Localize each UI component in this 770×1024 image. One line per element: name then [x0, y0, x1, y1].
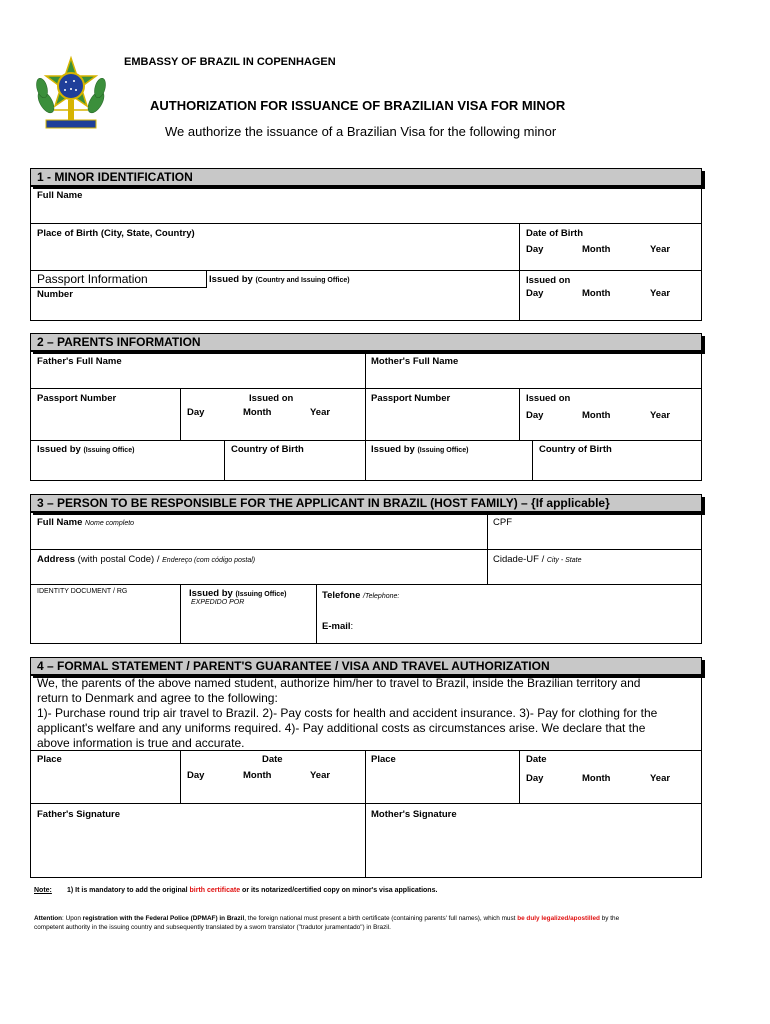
cidade-label: Cidade-UF /: [493, 554, 545, 565]
attention-a: : Upon: [62, 915, 83, 922]
father-full-name-field[interactable]: Father's Full Name: [37, 356, 122, 367]
embassy-name: EMBASSY OF BRAZIL IN COPENHAGEN: [124, 56, 336, 68]
attention-label: Attention: [34, 915, 63, 922]
attention-c: , the foreign national must present a birth certificate (containing parents' full names), which must: [244, 915, 518, 922]
section-2-header: 2 – PARENTS INFORMATION: [30, 333, 702, 351]
issuing-office-hint: (Issuing Office): [83, 447, 135, 454]
father-passport-number-field[interactable]: Passport Number: [37, 393, 117, 404]
minor-issued-day[interactable]: Day: [526, 288, 544, 299]
host-issued-by-field[interactable]: [189, 588, 286, 599]
father-date-month[interactable]: Month: [243, 770, 272, 781]
formal-statement-text: [37, 676, 657, 751]
mother-place-field[interactable]: Place: [371, 754, 396, 765]
host-city-state-field[interactable]: [493, 554, 581, 565]
minor-issued-month[interactable]: Month: [582, 288, 611, 299]
host-address-field[interactable]: [37, 554, 255, 565]
attention-text: [34, 914, 619, 932]
nome-completo-label: Nome completo: [85, 520, 135, 527]
minor-place-of-birth-field[interactable]: Place of Birth (City, State, Country): [37, 228, 195, 239]
expedido-por-label: EXPEDIDO POR: [191, 599, 245, 606]
father-issued-year[interactable]: Year: [310, 407, 331, 418]
minor-dob-month[interactable]: Month: [582, 244, 611, 255]
mother-issued-year[interactable]: Year: [650, 410, 671, 421]
father-date-day[interactable]: Day: [187, 770, 205, 781]
mother-signature-field[interactable]: Mother's Signature: [371, 809, 457, 820]
father-issued-by-field[interactable]: [37, 444, 134, 455]
note-text: [67, 887, 437, 894]
attention-d: by the: [599, 915, 620, 922]
mother-date-label: Date: [526, 754, 547, 765]
minor-issued-year[interactable]: Year: [650, 288, 671, 299]
statement-line: We, the parents of the above named student, authorize him/her to travel to Brazil, inside the Brazilian territory and: [37, 676, 641, 690]
form-subtitle: We authorize the issuance of a Brazilian Visa for the following minor: [165, 124, 557, 139]
passport-info-label: Passport Information: [37, 272, 148, 286]
statement-line: applicant's welfare and any uniforms required. 4)- Pay additional costs as circumstances arise. We declare that the: [37, 721, 646, 735]
statement-line: return to Denmark and agree to the following:: [37, 691, 278, 705]
email-label: E-mail: [322, 621, 351, 632]
issued-by-label: Issued by: [189, 588, 233, 599]
issuing-office-hint: (Issuing Office): [417, 447, 469, 454]
telephone-label: /Telephone:: [363, 593, 400, 600]
host-cpf-field[interactable]: CPF: [493, 517, 512, 528]
issued-by-hint: (Country and Issuing Office): [255, 277, 350, 284]
minor-dob-year[interactable]: Year: [650, 244, 671, 255]
mother-issued-on-label: Issued on: [526, 393, 571, 404]
attention-legalized: be duly legalized/apostilled: [517, 915, 600, 922]
father-place-field[interactable]: Place: [37, 754, 62, 765]
attention-line2: competent authority in the issuing country and subsequently translated by a sworn translator ("tradutor juramentado") in Brazil.: [34, 924, 391, 931]
father-date-year[interactable]: Year: [310, 770, 331, 781]
telefone-label: Telefone: [322, 590, 361, 601]
statement-line: above information is true and accurate.: [37, 736, 245, 750]
father-issued-day[interactable]: Day: [187, 407, 205, 418]
city-state-label: City - State: [546, 557, 582, 564]
section-3-box: [30, 512, 702, 644]
mother-date-month[interactable]: Month: [582, 773, 611, 784]
address-label: Address: [37, 554, 76, 565]
mother-passport-number-field[interactable]: Passport Number: [371, 393, 451, 404]
father-issued-month[interactable]: Month: [243, 407, 272, 418]
brazil-coat-of-arms-icon: [34, 54, 108, 136]
note-label: Note:: [34, 887, 52, 894]
statement-line: 1)- Purchase round trip air travel to Brazil. 2)- Pay costs for health and accident insurance. 3)- Pay for clothing for the: [37, 706, 658, 720]
note-birth-certificate: birth certificate: [189, 887, 241, 894]
full-name-label: Full Name: [37, 517, 83, 528]
father-date-label: Date: [262, 754, 283, 765]
mother-issued-month[interactable]: Month: [582, 410, 611, 421]
mother-date-year[interactable]: Year: [650, 773, 671, 784]
email-colon: :: [350, 621, 354, 632]
mother-issued-day[interactable]: Day: [526, 410, 544, 421]
host-telephone-field[interactable]: [322, 590, 399, 601]
host-email-field[interactable]: [322, 621, 353, 632]
host-identity-document-field[interactable]: IDENTITY DOCUMENT / RG: [37, 588, 128, 595]
minor-full-name-field[interactable]: Full Name: [37, 190, 83, 201]
issued-by-label: Issued by: [37, 444, 81, 455]
form-title: AUTHORIZATION FOR ISSUANCE OF BRAZILIAN VISA FOR MINOR: [150, 98, 566, 113]
father-issued-on-label: Issued on: [249, 393, 294, 404]
attention-registration: registration with the Federal Police (DPMAF) in Brazil: [82, 915, 245, 922]
section-1-header: 1 - MINOR IDENTIFICATION: [30, 168, 702, 186]
section-3-header: 3 – PERSON TO BE RESPONSIBLE FOR THE APPLICANT IN BRAZIL (HOST FAMILY) – {If applicable}: [30, 494, 702, 512]
minor-issued-by-field[interactable]: [209, 274, 350, 285]
issued-by-label: Issued by: [371, 444, 415, 455]
note-text-a: 1) It is mandatory to add the original: [67, 887, 190, 894]
issued-by-label: Issued by: [209, 274, 253, 285]
minor-dob-day[interactable]: Day: [526, 244, 544, 255]
mother-country-of-birth-field[interactable]: Country of Birth: [539, 444, 612, 455]
minor-issued-on-label: Issued on: [526, 275, 571, 286]
issuing-office-hint: (Issuing Office): [235, 591, 287, 598]
postal-code-label: (with postal Code) /: [77, 554, 160, 565]
mother-full-name-field[interactable]: Mother's Full Name: [371, 356, 459, 367]
mother-issued-by-field[interactable]: [371, 444, 468, 455]
section-4-header: 4 – FORMAL STATEMENT / PARENT'S GUARANTEE / VISA AND TRAVEL AUTHORIZATION: [30, 657, 702, 675]
father-signature-field[interactable]: Father's Signature: [37, 809, 121, 820]
host-full-name-field[interactable]: [37, 517, 134, 528]
endereco-label: Endereço (com código postal): [162, 557, 256, 564]
minor-date-of-birth-label: Date of Birth: [526, 228, 583, 239]
note-text-b: or its notarized/certified copy on minor's visa applications.: [240, 887, 438, 894]
father-country-of-birth-field[interactable]: Country of Birth: [231, 444, 304, 455]
mother-date-day[interactable]: Day: [526, 773, 544, 784]
minor-passport-number-field[interactable]: Number: [37, 289, 73, 300]
